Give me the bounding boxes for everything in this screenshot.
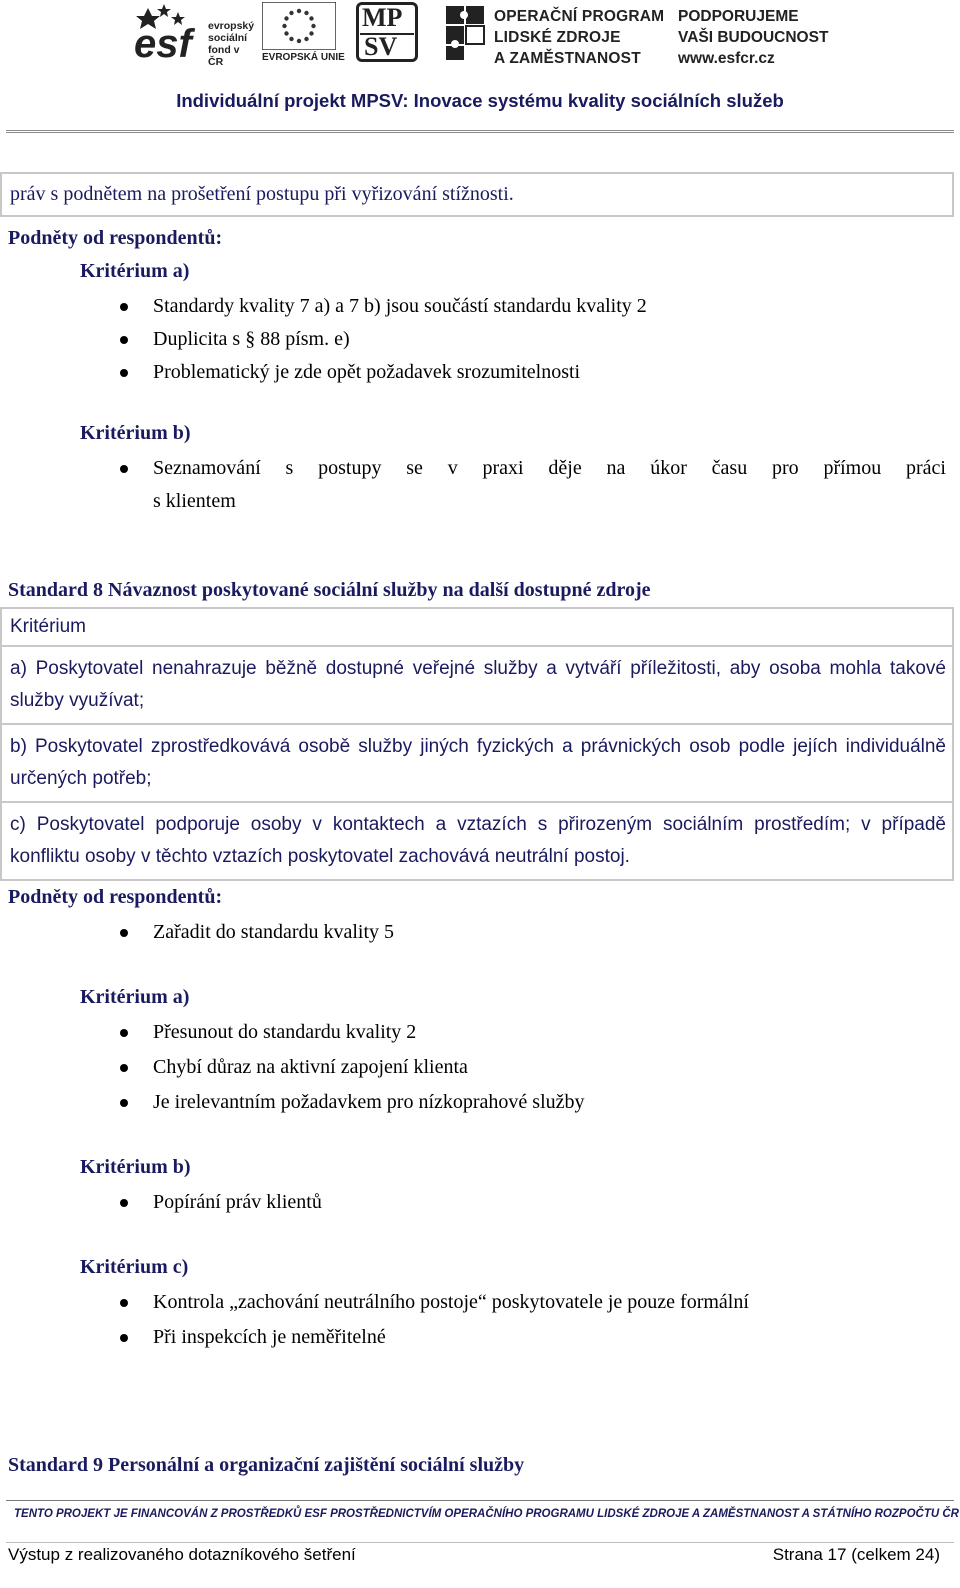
s7-podnety-heading: Podněty od respondentů: [8,227,223,249]
criterion-b-text: b) Poskytovatel zprostředkovává osobě služby jiných fyzických a právnických osob podle jejích individuálně určených potřeb; [2,723,952,801]
esf-small-1: evropský [208,20,255,32]
funding-note: TENTO PROJEKT JE FINANCOVÁN Z PROSTŘEDKŮ ESF PROSTŘEDNICTVÍM OPERAČNÍHO PROGRAMU LIDSKÉ ZDROJE A ZAMĚSTNANOST A STÁTNÍHO ROZPOČTU ČR [14,1508,959,1520]
list-item: Standardy kvality 7 a) a 7 b) jsou součástí standardu kvality 2 [153,290,946,323]
s7-criterion-b: Kritérium b) [80,422,191,444]
page-number: Strana 17 (celkem 24) [772,1545,940,1564]
footer-document-title: Výstup z realizovaného dotazníkového šetření [8,1545,356,1564]
s8-criterion-c: Kritérium c) [80,1256,189,1278]
header-divider [6,130,954,133]
s7-b-item-line-1: Seznamování s postupy se v praxi děje na úkor času pro přímou práci [153,457,946,479]
eu-flag-icon [262,2,336,50]
s8-a-list [8,1016,946,1119]
mpsv-text-1: MP [362,3,403,32]
list-item: Kontrola „zachování neutrálního postoje“ poskytovatele je pouze formální [153,1286,946,1319]
mpsv-logo [356,2,420,64]
eu-logo-text: EVROPSKÁ UNIE [262,52,345,63]
esf-small-3: fond v ČR [208,44,240,68]
op-puzzle-icon [442,2,490,62]
list-item: Je irelevantním požadavkem pro nízkoprahové služby [153,1086,946,1119]
op-line-3: A ZAMĚSTNANOST [494,50,641,67]
op-program-text [494,6,674,69]
eu-logo [262,2,345,64]
list-item: Problematický je zde opět požadavek srozumitelnosti [153,356,946,389]
criteria-header: Kritérium [10,616,87,637]
standard-8-criteria-table [0,607,954,881]
list-item [153,452,946,518]
s8-criterion-b: Kritérium b) [80,1156,191,1178]
list-item: Chybí důraz na aktivní zapojení klienta [153,1051,946,1084]
list-item: Při inspekcích je neměřitelné [153,1321,946,1354]
op-line-2: LIDSKÉ ZDROJE [494,29,621,46]
pod-line-2: VAŠI BUDOUCNOST [678,29,829,46]
footer-divider [6,1500,954,1501]
s7-criterion-a: Kritérium a) [80,260,190,282]
esf-logo [134,2,255,68]
s7-b-item-line-2: s klientem [153,490,236,512]
standard-8-title: Standard 8 Návaznost poskytované sociální služby na další dostupné zdroje [8,579,651,601]
footer-bottom-divider [6,1542,954,1543]
s8-c-list [8,1286,946,1354]
criterion-c-text: c) Poskytovatel podporuje osoby v kontaktech a vztazích s přirozeným sociálním prostředím; v případě konfliktu osoby v těchto vztazích poskytovatel zachovává neutrální postoj. [2,801,952,879]
s7-b-list [8,452,946,518]
standard-9-title: Standard 9 Personální a organizační zajištění sociální služby [8,1454,525,1476]
mpsv-text-2: SV [364,32,398,61]
continued-table-cell: práv s podnětem na prošetření postupu při vyřizování stížnosti. [0,172,954,217]
document-body [8,172,946,1482]
project-title: Individuální projekt MPSV: Inovace systému kvality sociálních služeb [176,90,784,111]
op-line-1: OPERAČNÍ PROGRAM [494,8,665,25]
list-item: Zařadit do standardu kvality 5 [153,916,946,949]
criterion-a-text: a) Poskytovatel nenahrazuje běžně dostupné veřejné služby a vytváří příležitosti, aby osoba mohla takové služby využívat; [2,645,952,723]
support-text [678,6,868,69]
s8-podnety-heading: Podněty od respondentů: [8,886,223,908]
list-item: Duplicita s § 88 písm. e) [153,323,946,356]
s8-criterion-a: Kritérium a) [80,986,190,1008]
pod-line-3: www.esfcr.cz [678,50,775,67]
list-item: Popírání práv klientů [153,1186,946,1219]
esf-small-2: sociální [208,32,248,44]
list-item: Přesunout do standardu kvality 2 [153,1016,946,1049]
s8-b-list [8,1186,946,1219]
esf-big-text: esf [134,22,192,66]
s8-general-list [8,916,946,949]
pod-line-1: PODPORUJEME [678,8,799,25]
s7-a-list [8,290,946,389]
